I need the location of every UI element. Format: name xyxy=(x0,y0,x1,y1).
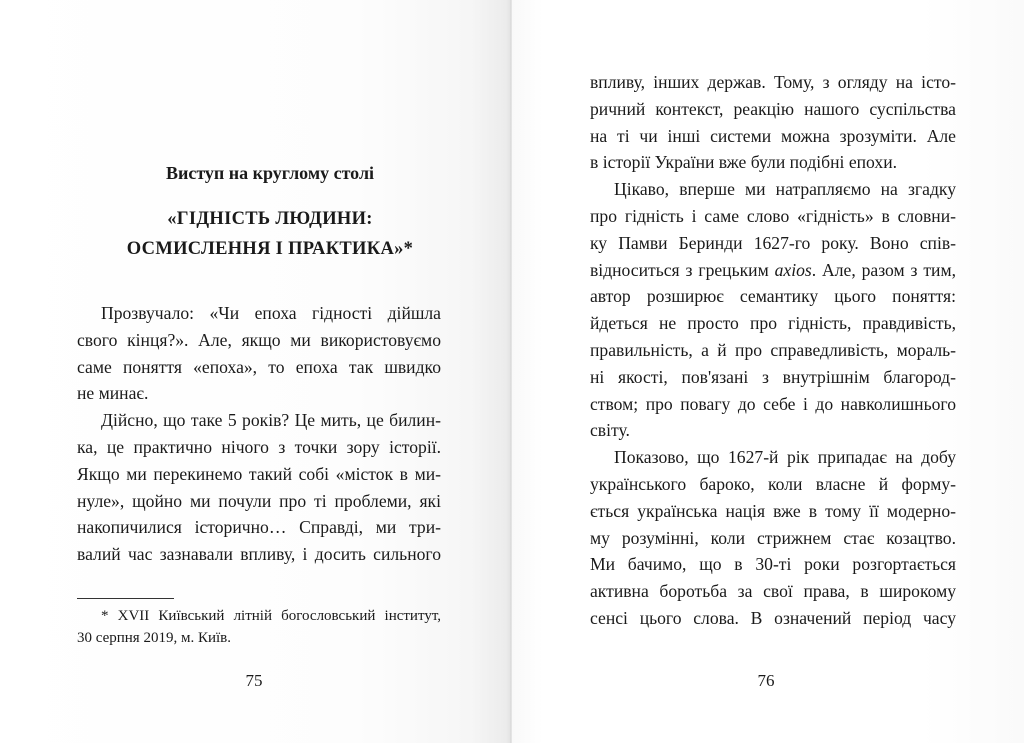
text-line: Дійсно, що таке 5 років? Це мить, це билин- xyxy=(101,410,441,431)
text-line: Цікаво, вперше ми натрапляємо на згадку xyxy=(614,179,956,200)
text-line: ні якості, пов'язані з внутрішнім благород- xyxy=(590,366,956,387)
right-page xyxy=(512,0,1024,743)
text-line: в історії України вже були подібні епохи. xyxy=(590,152,898,173)
text-line: світу. xyxy=(590,420,630,441)
text-line: ка, це практично нічого з точки зору історії. xyxy=(77,436,441,457)
italic-term: axios xyxy=(774,259,812,280)
text-line: саме поняття «епоха», то епоха так швидко xyxy=(77,356,441,377)
text-line: про гідність і саме слово «гідність» в словни- xyxy=(590,205,956,226)
text-line: ку Памви Беринди 1627-го року. Воно спів- xyxy=(590,232,956,253)
title-line: «ГІДНІСТЬ ЛЮДИНИ: xyxy=(167,209,373,229)
text-line: українського бароко, коли власне й форму- xyxy=(590,473,956,494)
footnote-line: * XVII Київський літній богословський інститут, xyxy=(101,608,441,624)
text-line: накопичилися історично… Справді, ми три- xyxy=(77,517,441,538)
footnote xyxy=(77,605,441,649)
left-page xyxy=(0,0,511,743)
text-line: Якщо ми перекинемо такий собі «місток в ми- xyxy=(77,463,441,484)
text-line: валий час зазнавали впливу, і досить сильного xyxy=(77,544,441,565)
text-line: йдеться не просто про гідність, правдивість, xyxy=(590,313,956,334)
text-segment: . Але, разом з тим, xyxy=(811,259,956,280)
text-line: на ті чи інші системи можна зрозуміти. Але xyxy=(590,125,956,146)
page-number-left: 75 xyxy=(245,671,263,690)
section-title xyxy=(60,204,480,264)
text-line: активна боротьба за свої права, в широкому xyxy=(590,581,956,602)
footnote-line: 30 серпня 2019, м. Київ. xyxy=(77,630,231,646)
text-line: Ми бачимо, що в 30-ті роки розгортається xyxy=(590,554,956,575)
text-line: ється українська нація вже в тому її модерно- xyxy=(590,500,956,521)
footnote-divider xyxy=(77,598,174,599)
text-line: впливу, інших держав. Тому, з огляду на істо- xyxy=(590,72,956,92)
page-number-right: 76 xyxy=(757,671,775,690)
text-line: Прозвучало: «Чи епоха гідності дійшла xyxy=(101,303,441,323)
text-line: Показово, що 1627-й рік припадає на добу xyxy=(614,447,956,468)
text-line: сенсі цього слова. В означений період часу xyxy=(590,607,956,628)
right-body-text xyxy=(590,69,956,632)
title-line: ОСМИСЛЕННЯ І ПРАКТИКА»* xyxy=(126,239,414,259)
left-body-text xyxy=(77,300,441,568)
text-segment: відноситься з грецьким xyxy=(590,259,769,280)
section-subtitle: Виступ на круглому столі xyxy=(165,163,375,183)
text-line: му розумінні, коли стрижнем стає козацтво. xyxy=(590,527,956,548)
text-line: нуле», щойно ми почули про ті проблеми, які xyxy=(77,490,441,511)
text-line: не минає. xyxy=(77,383,149,404)
text-line: правильність, а й про справедливість, мораль- xyxy=(590,339,956,360)
text-line-with-italic xyxy=(590,257,956,284)
text-line: свого кінця?». Але, якщо ми використовуємо xyxy=(77,329,441,350)
text-line: автор розширює семантику цього поняття: xyxy=(590,286,956,307)
text-line: ричний контекст, реакцію нашого суспільства xyxy=(590,98,956,119)
text-line: ством; про повагу до себе і до навколишнього xyxy=(590,393,956,414)
